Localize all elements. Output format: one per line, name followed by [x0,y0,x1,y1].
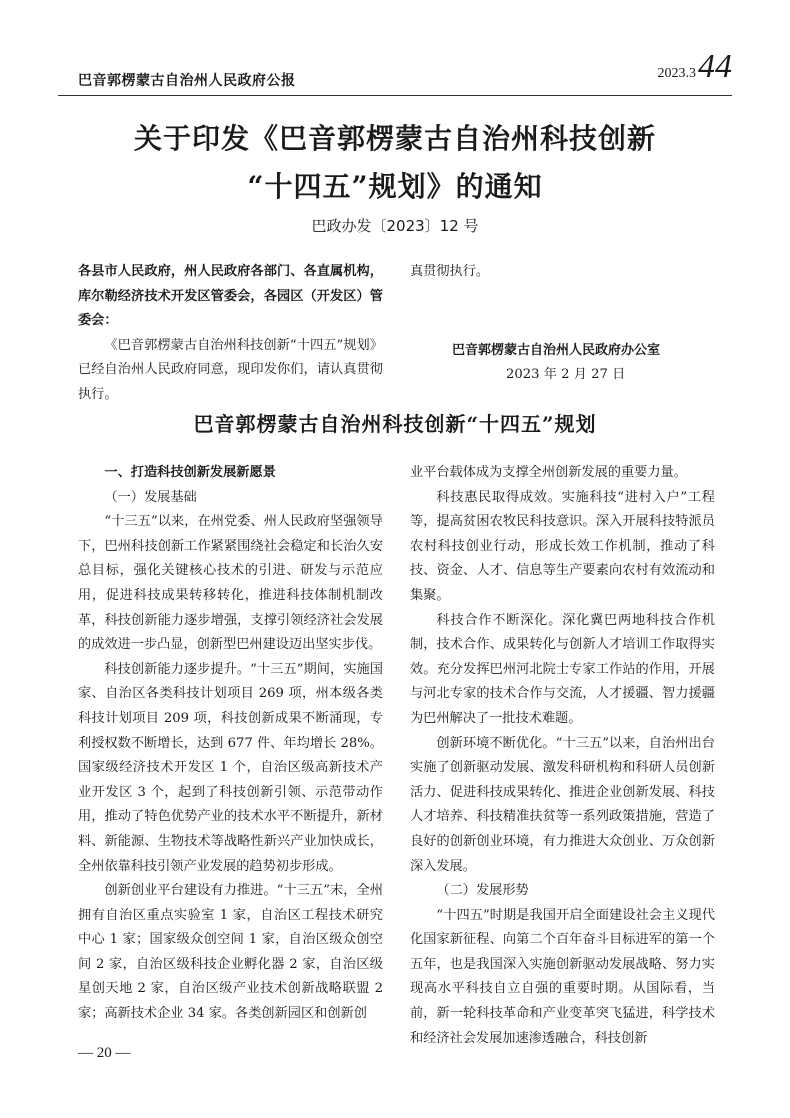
paragraph-5: 科技合作不断深化。深化冀巴两地科技合作机制，技术合作、成果转化与创新人才培训工作取得实效。充分发挥巴州河北院士专家工作站的作用，开展与河北专家的技术合作与交流，人才援疆、智力援疆为巴州解决了一批技术难题。 [410,612,715,726]
plan-right-column [410,461,715,1051]
paragraph-3-continued: 业平台载体成为支撑全州创新发展的重要力量。 [410,465,687,480]
paragraph-6: 创新环境不断优化。“十三五”以来，自治州出台实施了创新驱动发展、激发科研机构和科研人员创新活力、促进科技成果转化、推进企业创新发展、科技人才培养、科技精准扶贫等一系列政策措施，营造了良好的创新创业环境，有力推进大众创业、万众创新深入发展。 [410,735,715,874]
notice-title [0,115,790,211]
section-heading-1: 一、打造科技创新发展新愿景 [104,465,276,480]
notice-left-column [78,260,383,402]
notice-recipients: 各县市人民政府，州人民政府各部门、各直属机构，库尔勒经济技术开发区管委会，各园区（开发区）管委会： [78,264,383,329]
plan-title: 巴音郭楞蒙古自治州科技创新“十四五”规划 [193,412,597,436]
publication-name: 巴音郭楞蒙古自治州人民政府公报 [78,73,296,89]
signing-date: 2023 年 2 月 27 日 [506,367,626,382]
notice-right-column [410,260,715,285]
notice-title-line1: 关于印发《巴音郭楞蒙古自治州科技创新 [133,122,656,155]
subsection-heading-2: （二）发展形势 [436,883,529,899]
subsection-heading-1: （一）发展基础 [104,489,197,505]
paragraph-1: “十三五”以来，在州党委、州人民政府坚强领导下，巴州科技创新工作紧紧围绕社会稳定和长治久安总目标，强化关键核心技术的引进、研发与示范应用，促进科技成果转移转化，推进科技体制机制改革，科技创新能力逐步增强，支撑引领经济社会发展的成效进一步凸显，创新型巴州建设迈出坚实步伐。 [78,514,383,653]
paragraph-2: 科技创新能力逐步提升。“十三五”期间，实施国家、自治区各类科技计划项目 269 项，州本级各类科技计划项目 209 项，科技创新成果不断涌现，专利授权数不断增长，达到 677 件、年均增长 28%。国家级经济技术开发区 1 个，自治区级高新技术产业开发区 3 个，起到了科技创新引领、示范带动作用，推动了特色优势产业的技术水平不断提升，新材料、新能源、生物技术等战略性新兴产业加快成长，全州依靠科技引领产业发展的趋势初步形成。 [78,661,383,874]
paragraph-3: 创新创业平台建设有力推进。“十三五”末，全州拥有自治区重点实验室 1 家，自治区工程技术研究中心 1 家；国家级众创空间 1 家，自治区级众创空间 2 家，自治区级科技企业孵化器 2 家，自治区级星创天地 2 家，自治区级产业技术创新战略联盟 2 家；高新技术企业 34 家。各类创新园区和创新创 [78,883,383,1022]
issue-info [658,50,733,84]
document-number: 巴政办发〔2023〕12 号 [311,217,479,235]
page-number-top: 44 [698,48,732,85]
page-footer: — 20 — [78,1045,131,1061]
issue-number: 2023.3 [657,66,696,81]
plan-left-column [78,461,383,1027]
notice-body-continued: 真贯彻执行。 [410,264,490,279]
header-divider [58,95,732,96]
paragraph-4: 科技惠民取得成效。实施科技“进村入户”工程等，提高贫困农牧民科技意识。深入开展科技特派员农村科技创业行动，形成长效工作机制，推动了科技、资金、人才、信息等生产要素向农村有效流动和集聚。 [410,489,715,603]
signing-office: 巴音郭楞蒙古自治州人民政府办公室 [452,343,661,358]
notice-title-line2: “十四五”规划》的通知 [247,170,543,203]
notice-body: 《巴音郭楞蒙古自治州科技创新“十四五”规划》已经自治州人民政府同意，现印发你们，请认真贯彻执行。 [78,337,383,402]
paragraph-7: “十四五”时期是我国开启全面建设社会主义现代化国家新征程、向第二个百年奋斗目标进军的第一个五年，也是我国深入实施创新驱动发展战略、努力实现高水平科技自立自强的重要时期。从国际看，当前，新一轮科技革命和产业变革突飞猛进，科学技术和经济社会发展加速渗透融合，科技创新 [410,907,715,1046]
